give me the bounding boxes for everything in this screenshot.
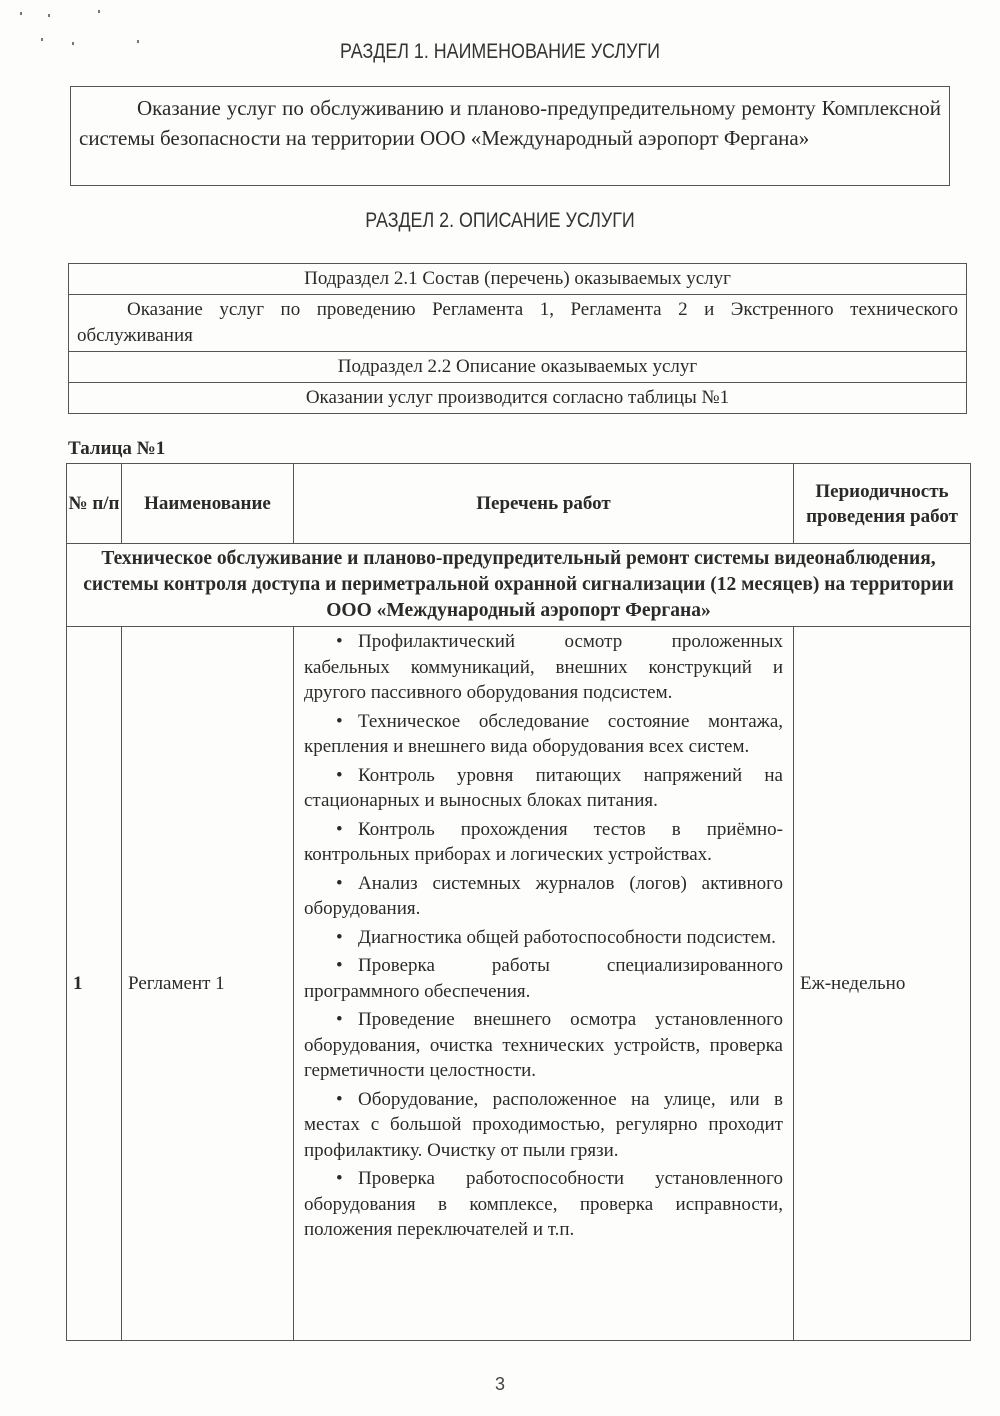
bullet-icon: •: [336, 1088, 343, 1110]
work-item: [304, 709, 783, 760]
work-item: [304, 1087, 783, 1164]
row-num: 1: [67, 627, 122, 1341]
header-period: Периодичность проведения работ: [794, 464, 971, 544]
service-reference-text: Оказании услуг производится согласно таблицы №1: [69, 383, 967, 414]
work-item: [304, 953, 783, 1004]
header-num: [67, 464, 122, 544]
work-item-text: Контроль уровня питающих напряжений на стационарных и выносных блоках питания.: [304, 764, 783, 811]
work-item-text: Диагностика общей работоспособности подсистем.: [358, 926, 776, 948]
service-name-box: Оказание услуг по обслуживанию и планово-предупредительному ремонту Комплексной системы безопасности на территории ООО «Международный аэропорт Фергана»: [70, 86, 950, 186]
work-item: [304, 763, 783, 814]
work-item-text: Профилактический осмотр проложенных кабельных коммуникаций, внешних конструкций и другого пассивного оборудования подсистем.: [304, 631, 783, 703]
header-name: Наименование: [122, 464, 294, 544]
work-item-text: Контроль прохождения тестов в приёмно-контрольных приборах и логических устройствах.: [304, 818, 783, 865]
table-caption: Талица №1: [68, 438, 166, 459]
work-item-text: Оборудование, расположенное на улице, или в местах с большой проходимостью, регулярно проходит профилактику. Очистку от пыли грязи.: [304, 1088, 783, 1161]
service-description-table: [68, 263, 967, 414]
header-num-label: № п/п: [68, 493, 120, 514]
bullet-icon: •: [336, 764, 343, 786]
group-row: [67, 544, 971, 627]
section-1-title: РАЗДЕЛ 1. НАИМЕНОВАНИЕ УСЛУГИ: [340, 40, 660, 63]
subsection-2-1-title: Подраздел 2.1 Состав (перечень) оказываемых услуг: [69, 264, 967, 295]
row-period: Еж-недельно: [794, 627, 971, 1341]
work-item-text: Проверка работоспособности установленного оборудования в комплексе, проверка исправности, положения переключателей и т.п.: [304, 1168, 783, 1240]
section-2-title: РАЗДЕЛ 2. ОПИСАНИЕ УСЛУГИ: [365, 209, 635, 232]
table-header-row: [67, 464, 971, 544]
row-name: Регламент 1: [122, 627, 294, 1341]
work-item-text: Проведение внешнего осмотра установленного оборудования, очистка технических устройств, проверка герметичности целостности.: [304, 1009, 783, 1081]
work-item: [304, 1166, 783, 1243]
subsection-2-2-title: Подраздел 2.2 Описание оказываемых услуг: [69, 352, 967, 383]
work-item: [304, 817, 783, 868]
bullet-icon: •: [336, 818, 343, 840]
work-item: [304, 629, 783, 706]
work-item-text: Анализ системных журналов (логов) активного оборудования.: [304, 872, 783, 919]
bullet-icon: •: [336, 631, 343, 652]
work-item: [304, 871, 783, 922]
works-table: [66, 463, 971, 1341]
bullet-icon: •: [336, 872, 343, 894]
bullet-icon: •: [336, 1009, 343, 1030]
bullet-icon: •: [336, 926, 343, 948]
service-composition-text: Оказание услуг по проведению Регламента 1, Регламента 2 и Экстренного технического обслуживания: [69, 295, 967, 352]
works-list: [294, 627, 794, 1341]
work-item: [304, 925, 783, 951]
work-item-text: Проверка работы специализированного программного обеспечения.: [304, 955, 783, 1002]
bullet-icon: •: [336, 1168, 343, 1189]
group-title: Техническое обслуживание и планово-предупредительный ремонт системы видеонаблюдения, системы контроля доступа и периметральной охранной сигнализации (12 месяцев) на территории ООО «Международный аэропорт Фергана»: [67, 544, 971, 627]
work-item: [304, 1007, 783, 1084]
page-number: 3: [494, 1374, 505, 1394]
table-row: [67, 627, 971, 1341]
header-works: Перечень работ: [294, 464, 794, 544]
work-item-text: Техническое обследование состояние монтажа, крепления и внешнего вида оборудования всех систем.: [304, 710, 783, 757]
bullet-icon: •: [336, 710, 343, 732]
bullet-icon: •: [336, 955, 343, 976]
